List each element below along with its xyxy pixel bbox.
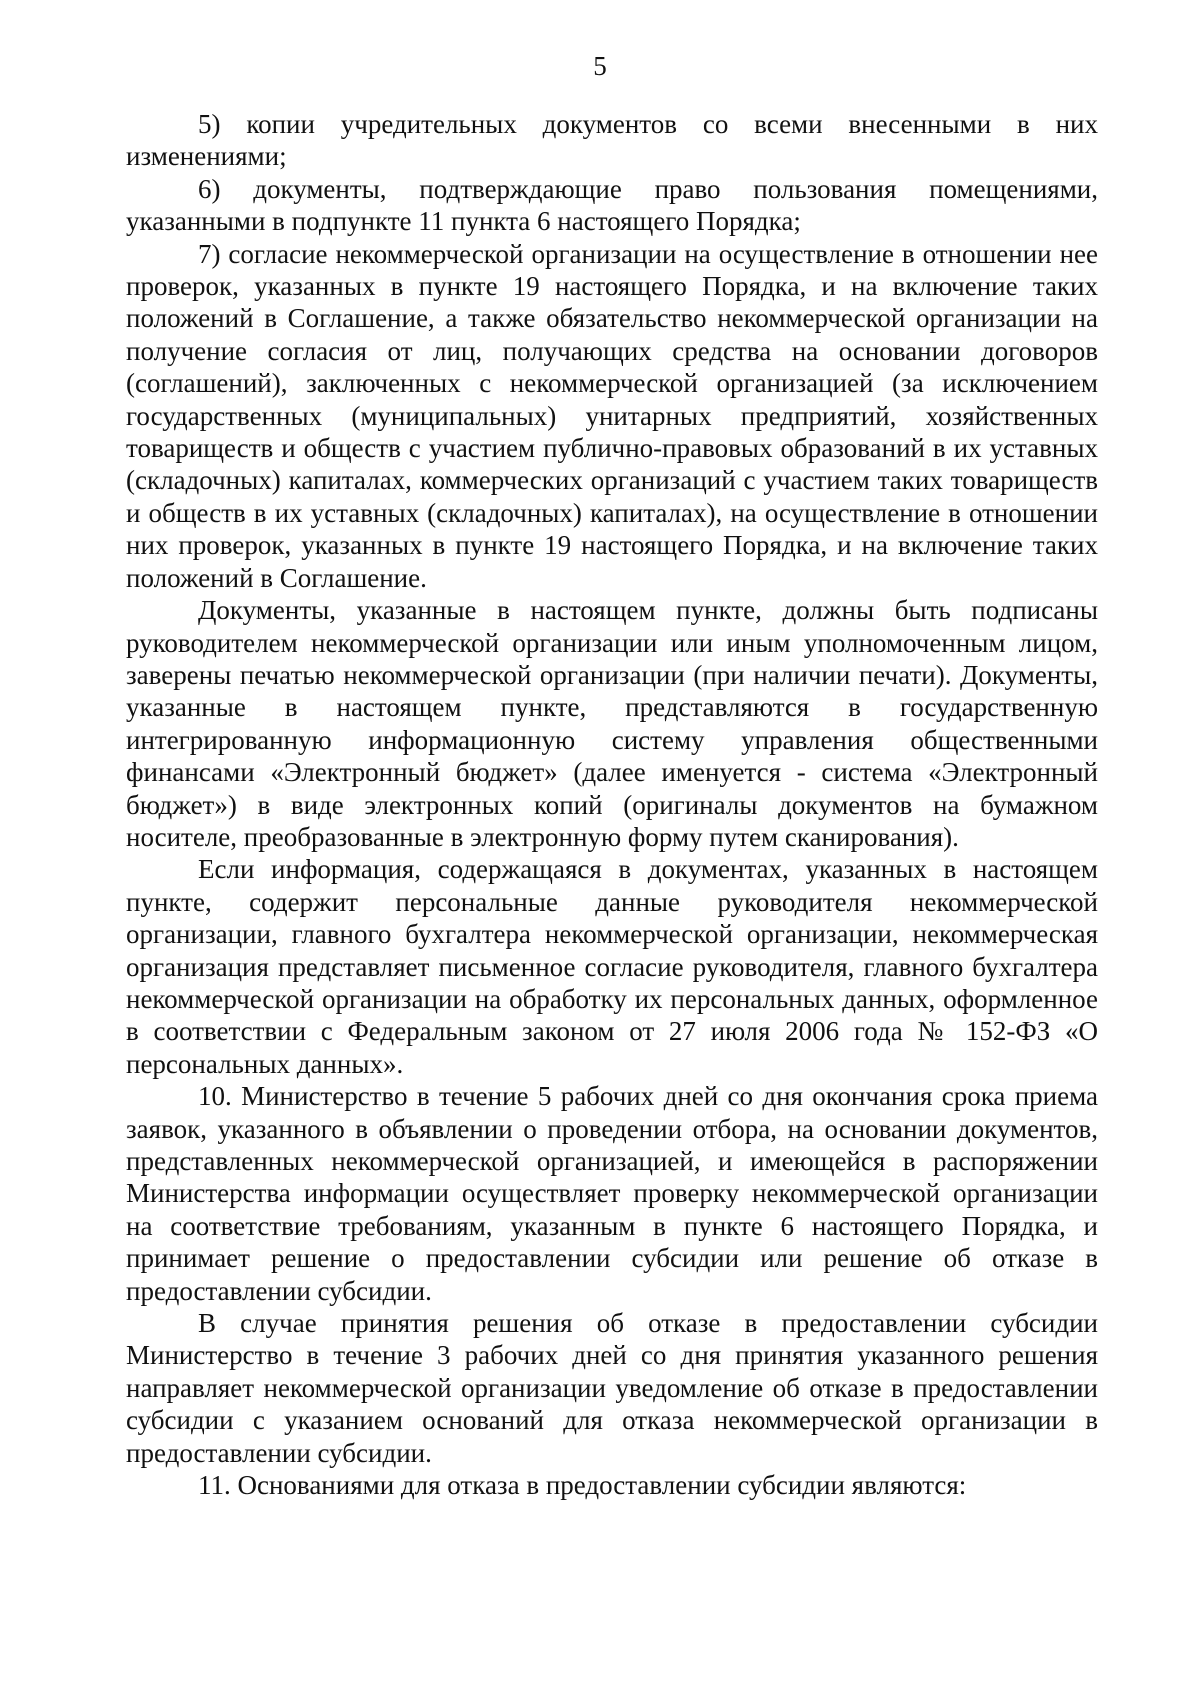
document-body — [126, 108, 1098, 1501]
paragraph-item-7: 7) согласие некоммерческой организации на осуществление в отношении нее проверок, указанных в пункте 19 настоящего Порядка, и на включение таких положений в Соглашение, а также обязательство некоммерческой организации на получение согласия от лиц, получающих средства на основании договоров (соглашений), заключенных с некоммерческой организацией (за исключением государственных (муниципальных) унитарных предприятий, хозяйственных товариществ и обществ с участием публично-правовых образований в их уставных (складочных) капиталах, коммерческих организаций с участием таких товариществ и обществ в их уставных (складочных) капиталах), на осуществление в отношении них проверок, указанных в пункте 19 настоящего Порядка, и на включение таких положений в Соглашение. — [126, 238, 1098, 593]
paragraph-documents-signing: Документы, указанные в настоящем пункте, должны быть подписаны руководителем некоммерческой организации или иным уполномоченным лицом, заверены печатью некоммерческой организации (при наличии печати). Документы, указанные в настоящем пункте, представляются в государственную интегрированную информационную систему управления общественными финансами «Электронный бюджет» (далее именуется - система «Электронный бюджет») в виде электронных копий (оригиналы документов на бумажном носителе, преобразованные в электронную форму путем сканирования). — [126, 595, 1098, 852]
paragraph-personal-data: Если информация, содержащаяся в документах, указанных в настоящем пункте, содержит персональные данные руководителя некоммерческой организации, главного бухгалтера некоммерческой организации, некоммерческая организация представляет письменное согласие руководителя, главного бухгалтера некоммерческой организации на обработку их персональных данных, оформленное в соответствии с Федеральным законом от 27 июля 2006 года № 152-ФЗ «О персональных данных». — [126, 854, 1098, 1079]
paragraph-section-11: 11. Основаниями для отказа в предоставлении субсидии являются: — [198, 1470, 967, 1501]
paragraph-item-6: 6) документы, подтверждающие право пользования помещениями, указанными в подпункте 11 пункта 6 настоящего Порядка; — [126, 173, 1098, 237]
page-number: 5 — [593, 51, 607, 81]
paragraph-item-5: 5) копии учредительных документов со всеми внесенными в них изменениями; — [126, 109, 1098, 172]
paragraph-section-10: 10. Министерство в течение 5 рабочих дней со дня окончания срока приема заявок, указанного в объявлении о проведении отбора, на основании документов, представленных некоммерческой организацией, и имеющейся в распоряжении Министерства информации осуществляет проверку некоммерческой организации на соответствие требованиям, указанным в пункте 6 настоящего Порядка, и принимает решение о предоставлении субсидии или решение об отказе в предоставлении субсидии. — [126, 1081, 1098, 1306]
paragraph-refusal-notice: В случае принятия решения об отказе в предоставлении субсидии Министерство в течение 3 рабочих дней со дня принятия указанного решения направляет некоммерческой организации уведомление об отказе в предоставлении субсидии с указанием оснований для отказа некоммерческой организации в предоставлении субсидии. — [126, 1308, 1098, 1468]
